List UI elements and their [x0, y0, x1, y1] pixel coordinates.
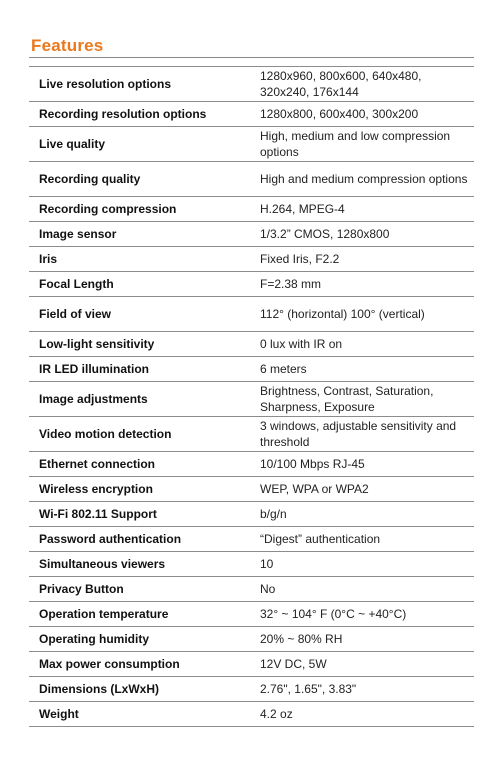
- spec-label: Recording quality: [29, 162, 250, 197]
- spec-value: 32° ~ 104° F (0°C ~ +40°C): [250, 602, 474, 627]
- spec-value: High, medium and low compression options: [250, 127, 474, 162]
- spec-value: 20% ~ 80% RH: [250, 627, 474, 652]
- spec-label: Password authentication: [29, 527, 250, 552]
- spec-value: High and medium compression options: [250, 162, 474, 197]
- spec-value: 10/100 Mbps RJ-45: [250, 452, 474, 477]
- spec-row: [29, 297, 474, 332]
- spec-label: Wi-Fi 802.11 Support: [29, 502, 250, 527]
- spec-value: 4.2 oz: [250, 702, 474, 727]
- spec-label: Low-light sensitivity: [29, 332, 250, 357]
- spec-label: Operation temperature: [29, 602, 250, 627]
- section-title: Features: [31, 36, 104, 55]
- spec-value: Brightness, Contrast, Saturation, Sharpness, Exposure: [250, 382, 474, 417]
- spec-row: [29, 477, 474, 502]
- spec-row: [29, 552, 474, 577]
- spec-value: 112° (horizontal) 100° (vertical): [250, 297, 474, 332]
- spec-label: Iris: [29, 247, 250, 272]
- spec-label: IR LED illumination: [29, 357, 250, 382]
- spec-value: 1/3.2” CMOS, 1280x800: [250, 222, 474, 247]
- spec-label: Video motion detection: [29, 417, 250, 452]
- spec-value: 2.76", 1.65", 3.83": [250, 677, 474, 702]
- spec-row: [29, 102, 474, 127]
- features-table: [29, 66, 474, 727]
- spec-row: [29, 247, 474, 272]
- spec-label: Dimensions (LxWxH): [29, 677, 250, 702]
- title-divider: [29, 57, 474, 58]
- spec-row: [29, 627, 474, 652]
- spec-label: Image sensor: [29, 222, 250, 247]
- spec-value: 0 lux with IR on: [250, 332, 474, 357]
- spec-value: 10: [250, 552, 474, 577]
- spec-label: Image adjustments: [29, 382, 250, 417]
- spec-label: Recording compression: [29, 197, 250, 222]
- spec-label: Ethernet connection: [29, 452, 250, 477]
- spec-label: Field of view: [29, 297, 250, 332]
- spec-value: 1280x960, 800x600, 640x480, 320x240, 176x144: [250, 67, 474, 102]
- spec-label: Weight: [29, 702, 250, 727]
- spec-label: Wireless encryption: [29, 477, 250, 502]
- spec-value: H.264, MPEG-4: [250, 197, 474, 222]
- spec-label: Max power consumption: [29, 652, 250, 677]
- spec-label: Simultaneous viewers: [29, 552, 250, 577]
- spec-row: [29, 652, 474, 677]
- spec-label: Live resolution options: [29, 67, 250, 102]
- spec-row: [29, 702, 474, 727]
- spec-label: Operating humidity: [29, 627, 250, 652]
- spec-label: Focal Length: [29, 272, 250, 297]
- spec-label: Live quality: [29, 127, 250, 162]
- spec-row: [29, 197, 474, 222]
- spec-row: [29, 502, 474, 527]
- spec-row: [29, 452, 474, 477]
- spec-value: F=2.38 mm: [250, 272, 474, 297]
- spec-row: [29, 162, 474, 197]
- spec-label: Privacy Button: [29, 577, 250, 602]
- spec-value: Fixed Iris, F2.2: [250, 247, 474, 272]
- spec-row: [29, 332, 474, 357]
- spec-value: No: [250, 577, 474, 602]
- spec-row: [29, 382, 474, 417]
- spec-row: [29, 577, 474, 602]
- spec-value: “Digest” authentication: [250, 527, 474, 552]
- spec-value: 3 windows, adjustable sensitivity and threshold: [250, 417, 474, 452]
- spec-row: [29, 127, 474, 162]
- spec-value: 6 meters: [250, 357, 474, 382]
- spec-row: [29, 67, 474, 102]
- spec-row: [29, 222, 474, 247]
- spec-value: WEP, WPA or WPA2: [250, 477, 474, 502]
- spec-row: [29, 527, 474, 552]
- spec-row: [29, 417, 474, 452]
- spec-row: [29, 602, 474, 627]
- spec-row: [29, 357, 474, 382]
- spec-value: 12V DC, 5W: [250, 652, 474, 677]
- spec-label: Recording resolution options: [29, 102, 250, 127]
- spec-value: b/g/n: [250, 502, 474, 527]
- spec-row: [29, 677, 474, 702]
- spec-row: [29, 272, 474, 297]
- spec-value: 1280x800, 600x400, 300x200: [250, 102, 474, 127]
